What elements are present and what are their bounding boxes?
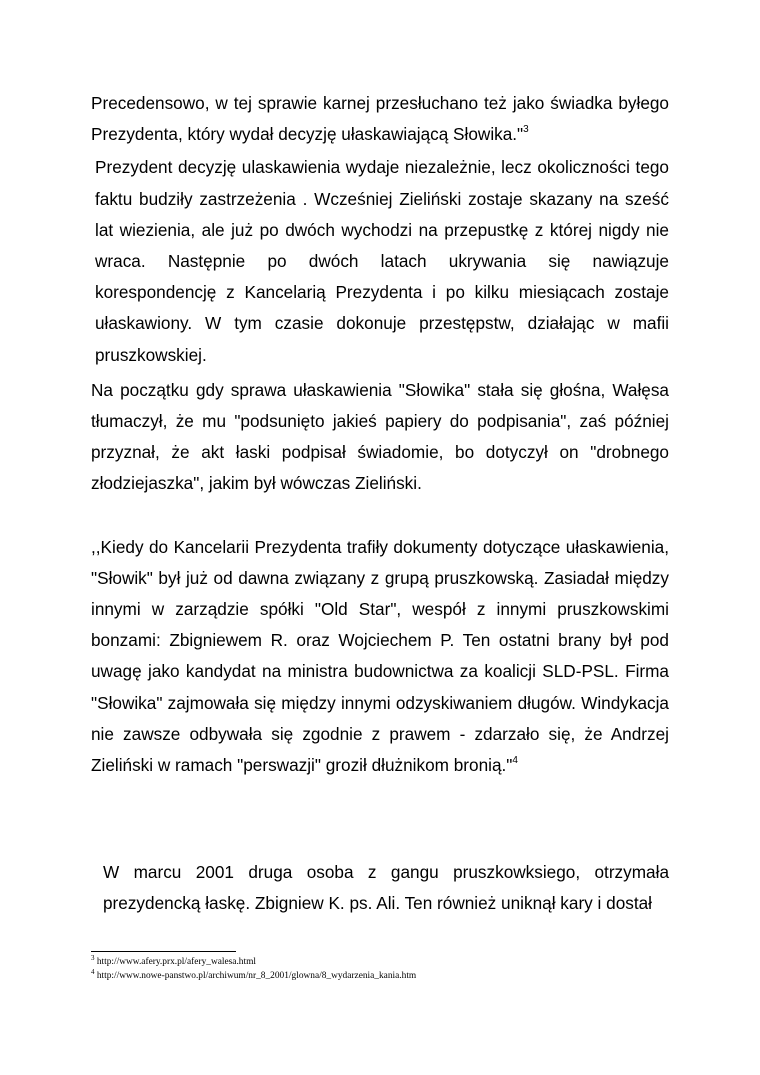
paragraph-2-text: Prezydent decyzję ulaskawienia wydaje niezależnie, lecz okoliczności tego faktu budziły zastrzeżenia . Wcześniej Zieliński zostaje skazany na sześć lat wiezienia, ale już po dwóch wychodzi na przepustkę z której nigdy nie wraca. Następnie po dwóch latach ukrywania się nawiązuje korespondencję z Kancelarią Prezydenta i po kilku miesiącach zostaje ułaskawiony. W tym czasie dokonuje przestępstw, działając w mafii pruszkowskiej. [95, 157, 669, 365]
footnotes [91, 955, 669, 983]
document-page [91, 88, 669, 920]
paragraph-5 [91, 857, 669, 919]
paragraph-2 [91, 152, 669, 370]
paragraph-1 [91, 88, 669, 150]
footnote-number: 4 [91, 967, 95, 976]
footnote-3 [91, 955, 669, 969]
paragraph-3 [91, 375, 669, 500]
footnote-ref-4[interactable]: 4 [512, 755, 518, 767]
paragraph-5-text: W marcu 2001 druga osoba z gangu pruszkowksiego, otrzymała prezydencką łaskę. Zbigniew K. ps. Ali. Ten również uniknął kary i dostał [103, 862, 669, 914]
footnote-number: 3 [91, 953, 95, 962]
footnote-ref-3[interactable]: 3 [523, 124, 529, 136]
footnote-link[interactable]: http://www.nowe-panstwo.pl/archiwum/nr_8_2001/glowna/8_wydarzenia_kania.htm [96, 971, 417, 981]
footnote-separator [91, 951, 236, 952]
paragraph-3-text: Na początku gdy sprawa ułaskawienia "Słowika" stała się głośna, Wałęsa tłumaczył, że mu "podsunięto jakieś papiery do podpisania", zaś później przyznał, że akt łaski podpisał świadomie, bo dotyczył on "drobnego złodziejaszka", jakim był wówczas Zieliński. [91, 379, 669, 494]
paragraph-1-text: Precedensowo, w tej sprawie karnej przesłuchano też jako świadka byłego Prezydenta, który wydał decyzję ułaskawiającą Słowika." [91, 93, 669, 145]
footnote-4 [91, 969, 669, 983]
footnote-link[interactable]: http://www.afery.prx.pl/afery_walesa.html [96, 957, 256, 967]
paragraph-4-quote [91, 532, 669, 782]
paragraph-4-text: ,,Kiedy do Kancelarii Prezydenta trafiły dokumenty dotyczące ułaskawienia, "Słowik" był już od dawna związany z grupą pruszkowską. Zasiadał między innymi w zarządzie spółki "Old Star", wespół z innymi pruszkowskimi bonzami: Zbigniewem R. oraz Wojciechem P. Ten ostatni brany był pod uwagę jako kandydat na ministra budownictwa za koalicji SLD-PSL. Firma "Słowika" zajmowała się między innymi odzyskiwaniem długów. Windykacja nie zawsze odbywała się zgodnie z prawem - zdarzało się, że Andrzej Zieliński w ramach "perswazji" groził dłużnikom bronią." [91, 536, 669, 776]
